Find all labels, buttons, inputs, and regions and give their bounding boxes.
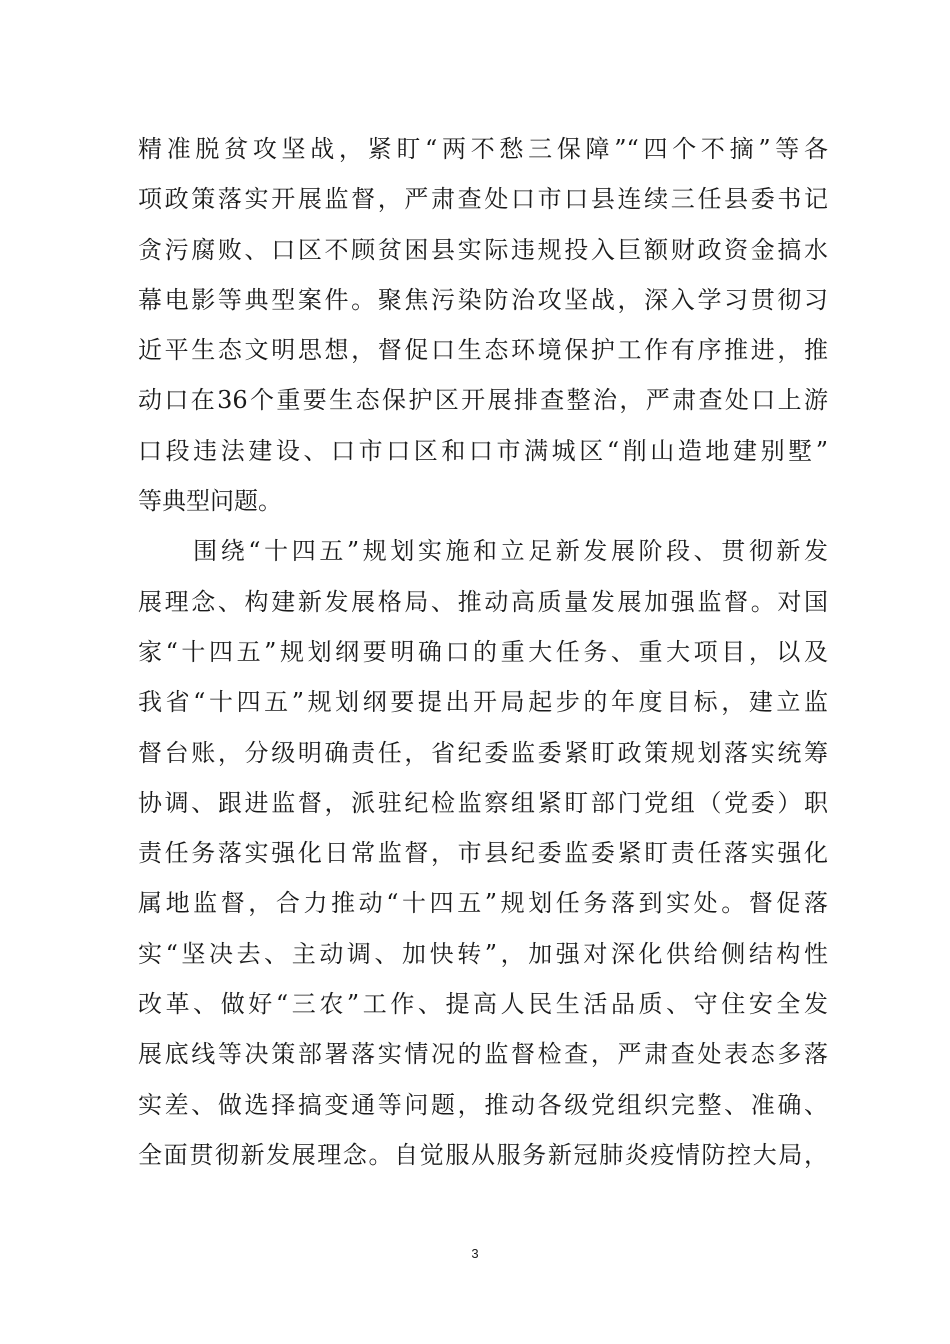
text-line: 责任务落实强化日常监督，市县纪委监委紧盯责任落实强化 — [138, 839, 828, 868]
page-number: 3 — [471, 1246, 479, 1261]
text-line: 等典型问题。 — [138, 487, 282, 516]
text-line: 贪污腐败、口区不顾贫困县实际违规投入巨额财政资金搞水 — [138, 235, 828, 264]
text-line: 家“十四五”规划纲要明确口的重大任务、重大项目，以及 — [138, 637, 828, 666]
text-line: 精准脱贫攻坚战，紧盯“两不愁三保障”“四个不摘”等各 — [138, 135, 828, 163]
text-line: 改革、做好“三农”工作、提高人民生活品质、守住安全发 — [138, 990, 828, 1019]
text-line: 协调、跟进监督，派驻纪检监察组紧盯部门党组（党委）职 — [138, 788, 828, 817]
text-line: 实差、做选择搞变通等问题，推动各级党组织完整、准确、 — [138, 1090, 828, 1119]
text-line: 展底线等决策部署落实情况的监督检查，严肃查处表态多落 — [138, 1040, 828, 1069]
text-line: 实“坚决去、主动调、加快转”，加强对深化供给侧结构性 — [138, 939, 828, 968]
text-line: 口段违法建设、口市口区和口市满城区“削山造地建别墅” — [138, 436, 828, 465]
text-line: 动口在36个重要生态保护区开展排查整治，严肃查处口上游 — [138, 386, 828, 415]
text-line: 我省“十四五”规划纲要提出开局起步的年度目标，建立监 — [138, 688, 828, 717]
text-line: 展理念、构建新发展格局、推动高质量发展加强监督。对国 — [138, 587, 828, 616]
text-line: 近平生态文明思想，督促口生态环境保护工作有序推进，推 — [138, 336, 828, 365]
text-line: 幕电影等典型案件。聚焦污染防治攻坚战，深入学习贯彻习 — [138, 285, 828, 314]
text-line: 属地监督，合力推动“十四五”规划任务落到实处。督促落 — [138, 889, 828, 918]
text-line: 督台账，分级明确责任，省纪委监委紧盯政策规划落实统筹 — [138, 738, 828, 767]
text-line: 全面贯彻新发展理念。自觉服从服务新冠肺炎疫情防控大局， — [138, 1140, 828, 1169]
body-text — [138, 124, 828, 1180]
text-line: 项政策落实开展监督，严肃查处口市口县连续三任县委书记 — [138, 185, 828, 214]
text-line: 围绕“十四五”规划实施和立足新发展阶段、贯彻新发 — [138, 537, 828, 566]
